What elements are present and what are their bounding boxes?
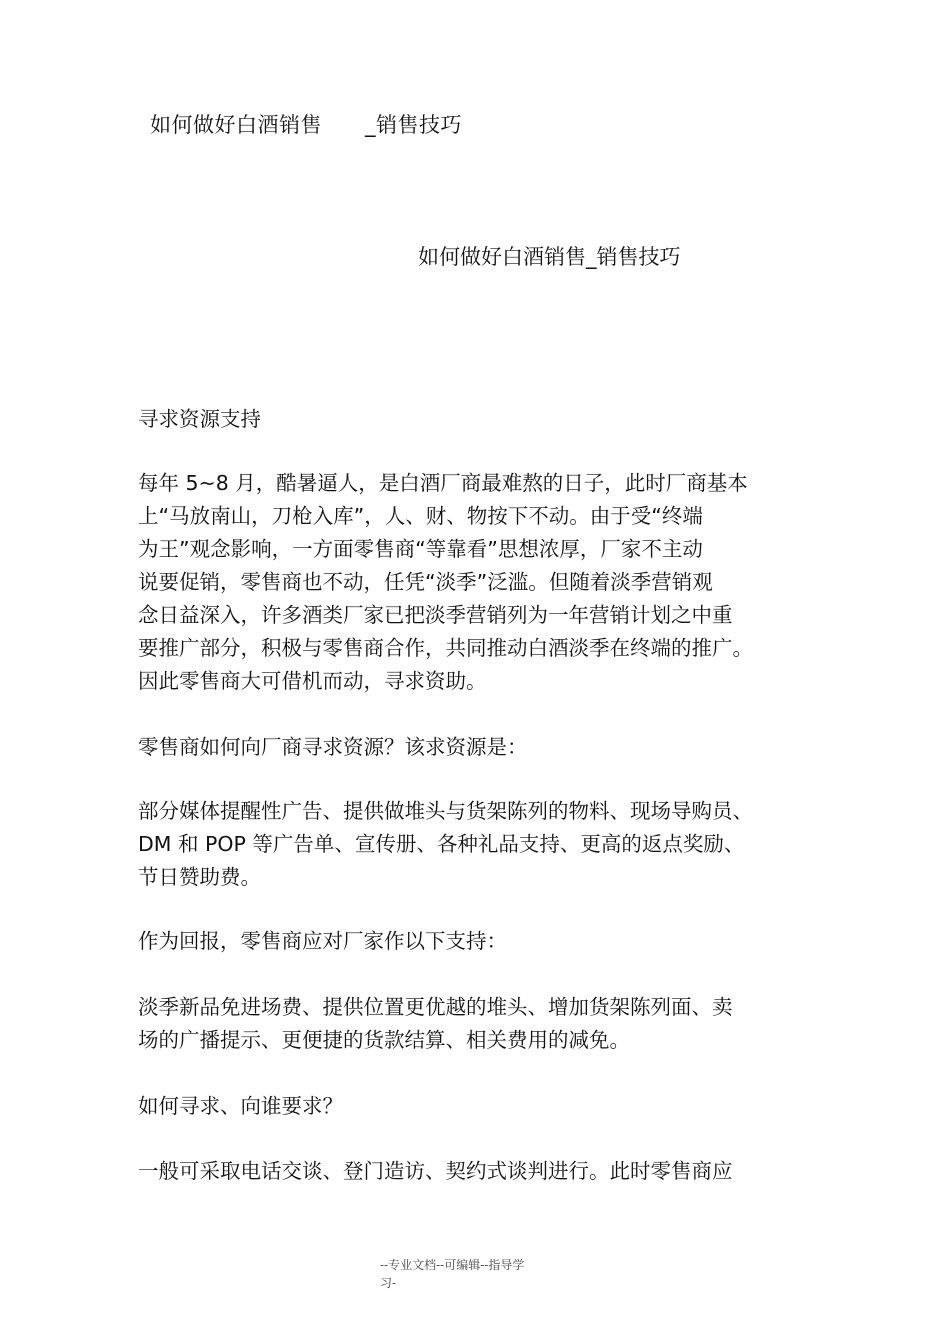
text-line: 淡季新品免进场费、提供位置更优越的堆头、增加货架陈列面、卖 [138, 995, 733, 1019]
text-line: 场的广播提示、更便捷的货款结算、相关费用的减免。 [138, 1028, 630, 1052]
section-heading-resource-support [138, 403, 838, 436]
document-title: 如何做好白酒销售_销售技巧 [418, 245, 681, 269]
text-line: 部分媒体提醒性广告、提供做堆头与货架陈列的物料、现场导购员、 [138, 799, 753, 823]
paragraph-question-resources [138, 731, 838, 764]
paragraph-resource-list [138, 795, 838, 894]
text-line: 节日赞助费。 [138, 865, 261, 889]
text-line: 每年 5~8 月，酷暑逼人，是白酒厂商最难熬的日子，此时厂商基本 [138, 471, 748, 495]
text-line: 一般可采取电话交谈、登门造访、契约式谈判进行。此时零售商应 [138, 1159, 733, 1183]
text-line: 念日益深入，许多酒类厂家已把淡季营销列为一年营销计划之中重 [138, 603, 733, 627]
page-footer [380, 1256, 524, 1292]
paragraph-methods [138, 1155, 838, 1188]
text-line: 如何寻求、向谁要求？ [138, 1094, 343, 1118]
text-line: 说要促销，零售商也不动，任凭“淡季”泛滥。但随着淡季营销观 [138, 570, 713, 594]
paragraph-how-to-ask [138, 1090, 838, 1123]
text-line: 要推广部分，积极与零售商合作，共同推动白酒淡季在终端的推广。 [138, 636, 753, 660]
text-line: 寻求资源支持 [138, 407, 261, 431]
paragraph-in-return [138, 925, 838, 958]
paragraph-off-season [138, 467, 838, 698]
text-line: 为王”观念影响，一方面零售商“等靠看”思想浓厚，厂家不主动 [138, 537, 703, 561]
text-line: 上“马放南山，刀枪入库”，人、财、物按下不动。由于受“终端 [138, 504, 703, 528]
text-line: 作为回报，零售商应对厂家作以下支持： [138, 929, 507, 953]
footer-line: 习- [380, 1276, 397, 1290]
text-line: DM 和 POP 等广告单、宣传册、各种礼品支持、更高的返点奖励、 [138, 832, 745, 856]
text-line: 因此零售商大可借机而动，寻求资助。 [138, 669, 487, 693]
paragraph-support-list [138, 991, 838, 1057]
header-title: 如何做好白酒销售 _销售技巧 [150, 113, 463, 137]
text-line: 零售商如何向厂商寻求资源？该求资源是： [138, 735, 528, 759]
footer-line: --专业文档--可编辑--指导学 [380, 1258, 525, 1272]
